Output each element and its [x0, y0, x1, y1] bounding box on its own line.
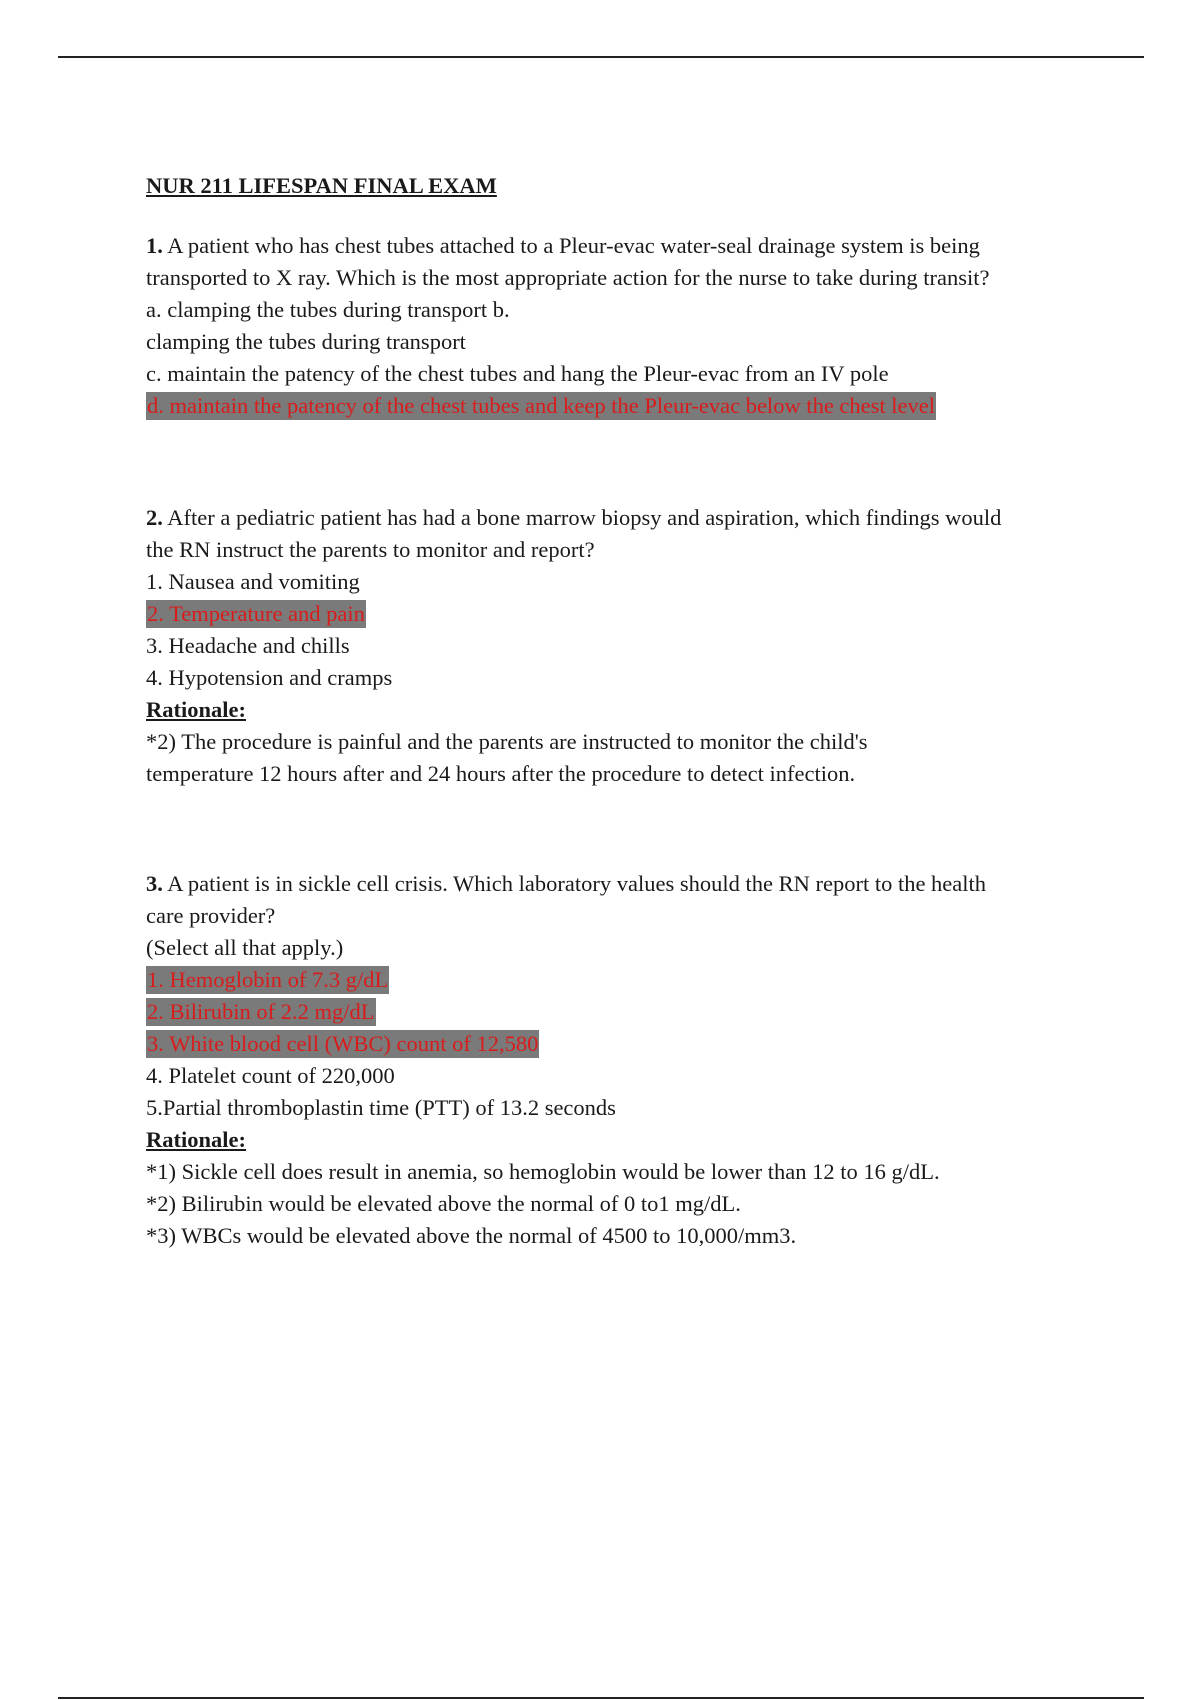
question-2	[146, 502, 1086, 790]
answer-option-correct	[146, 996, 1086, 1028]
answer-option-correct	[146, 964, 1086, 996]
question-stem-line	[146, 230, 1086, 262]
answer-option: 4. Hypotension and cramps	[146, 665, 393, 690]
question-stem-line: transported to X ray. Which is the most appropriate action for the nurse to take during transit?	[146, 265, 990, 290]
footer-rule	[58, 1697, 1144, 1699]
answer-option: c. maintain the patency of the chest tubes and hang the Pleur-evac from an IV pole	[146, 361, 889, 386]
question-number: 2.	[146, 505, 163, 530]
rationale-line: *2) Bilirubin would be elevated above the normal of 0 to1 mg/dL.	[146, 1191, 741, 1216]
answer-option-correct	[146, 598, 1086, 630]
question-stem-line: care provider?	[146, 903, 276, 928]
question-stem-line	[146, 868, 1086, 900]
question-stem-line: (Select all that apply.)	[146, 935, 344, 960]
correct-answer-highlight: 2. Temperature and pain	[147, 601, 365, 626]
question-stem-text: After a pediatric patient has had a bone marrow biopsy and aspiration, which findings would	[167, 505, 1002, 530]
correct-answer-highlight: 1. Hemoglobin of 7.3 g/dL	[147, 967, 389, 992]
rationale-line: temperature 12 hours after and 24 hours after the procedure to detect infection.	[146, 761, 856, 786]
answer-option: 1. Nausea and vomiting	[146, 569, 360, 594]
question-stem-text: A patient is in sickle cell crisis. Which laboratory values should the RN report to the health	[167, 871, 987, 896]
header-rule	[58, 56, 1144, 58]
question-1	[146, 230, 1086, 422]
answer-option: a. clamping the tubes during transport b.	[146, 297, 510, 322]
document-title: NUR 211 LIFESPAN FINAL EXAM	[146, 173, 497, 198]
answer-option-correct	[146, 390, 1086, 422]
answer-option: 5.Partial thromboplastin time (PTT) of 13.2 seconds	[146, 1095, 616, 1120]
question-number: 3.	[146, 871, 163, 896]
correct-answer-highlight: 2. Bilirubin of 2.2 mg/dL	[147, 999, 375, 1024]
rationale-heading: Rationale:	[146, 697, 246, 722]
answer-option: 4. Platelet count of 220,000	[146, 1063, 395, 1088]
question-stem-line: the RN instruct the parents to monitor and report?	[146, 537, 595, 562]
rationale-line: *1) Sickle cell does result in anemia, so hemoglobin would be lower than 12 to 16 g/dL.	[146, 1159, 940, 1184]
question-3	[146, 868, 1086, 1252]
correct-answer-highlight: 3. White blood cell (WBC) count of 12,580	[147, 1031, 539, 1056]
rationale-line: *2) The procedure is painful and the parents are instructed to monitor the child's	[146, 729, 868, 754]
question-stem-text: A patient who has chest tubes attached to a Pleur-evac water-seal drainage system is being	[167, 233, 980, 258]
question-number: 1.	[146, 233, 163, 258]
rationale-heading: Rationale:	[146, 1127, 246, 1152]
document-body	[146, 170, 1086, 1252]
question-stem-line	[146, 502, 1086, 534]
correct-answer-highlight: d. maintain the patency of the chest tubes and keep the Pleur-evac below the chest level	[147, 393, 936, 418]
answer-option: 3. Headache and chills	[146, 633, 350, 658]
rationale-line: *3) WBCs would be elevated above the normal of 4500 to 10,000/mm3.	[146, 1223, 797, 1248]
answer-option: clamping the tubes during transport	[146, 329, 466, 354]
answer-option-correct	[146, 1028, 1086, 1060]
